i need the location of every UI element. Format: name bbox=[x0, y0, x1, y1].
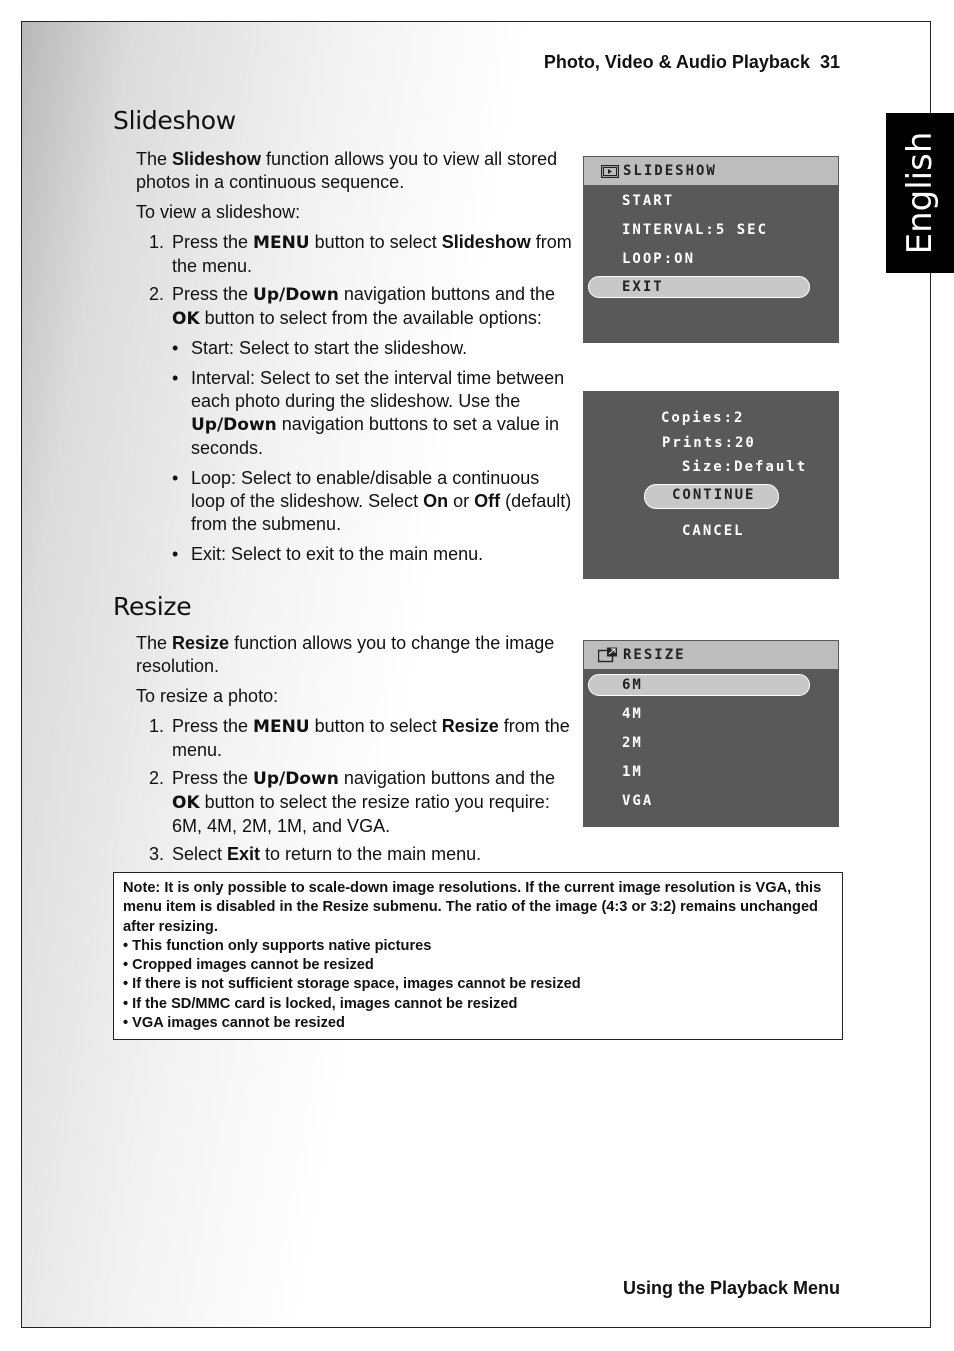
page-header bbox=[544, 52, 840, 73]
slideshow-screen bbox=[583, 156, 839, 343]
resize-intro: The Resize function allows you to change the image resolution. bbox=[136, 633, 555, 676]
resize-step-3: 3. Select Exit to return to the main menu. bbox=[149, 844, 482, 864]
resize-option-vga[interactable]: VGA bbox=[622, 793, 654, 809]
slideshow-options bbox=[100, 337, 576, 566]
slideshow-body bbox=[136, 148, 576, 573]
print-prints: Prints:20 bbox=[662, 435, 756, 451]
note-bullet-native: • This function only supports native pictures bbox=[123, 937, 432, 954]
resize-option-6m[interactable]: 6M bbox=[622, 677, 643, 693]
note-bullet-cropped: • Cropped images cannot be resized bbox=[123, 957, 374, 974]
resize-icon bbox=[598, 647, 618, 663]
resize-option-4m[interactable]: 4M bbox=[622, 706, 643, 722]
note-bullet-locked: • If the SD/MMC card is locked, images cannot be resized bbox=[123, 995, 518, 1012]
print-copies: Copies:2 bbox=[661, 410, 745, 426]
resize-screen bbox=[583, 640, 839, 827]
option-loop: • Loop: Select to enable/disable a continuous loop of the slideshow. Select On or Off (default) from the submenu. bbox=[136, 467, 576, 536]
slideshow-steps bbox=[136, 231, 576, 331]
note-bullet-vga: • VGA images cannot be resized bbox=[123, 1015, 345, 1032]
page-footer: Using the Playback Menu bbox=[622, 1278, 840, 1298]
slideshow-step-1: 1. Press the MENU button to select Slideshow from the menu. bbox=[149, 232, 572, 276]
note-bullet-storage: • If there is not sufficient storage space, images cannot be resized bbox=[123, 976, 581, 993]
resize-steps bbox=[136, 715, 576, 866]
menu-item-loop[interactable]: LOOP:ON bbox=[622, 251, 696, 267]
header-section: Photo, Video & Audio Playback bbox=[543, 52, 810, 72]
menu-item-interval[interactable]: INTERVAL:5 SEC bbox=[622, 222, 769, 238]
continue-button[interactable]: CONTINUE bbox=[672, 487, 756, 503]
resize-screen-title: RESIZE bbox=[623, 647, 686, 663]
menu-item-exit[interactable]: EXIT bbox=[622, 279, 664, 295]
resize-screen-titlebar bbox=[584, 641, 838, 669]
print-screen bbox=[583, 391, 839, 579]
slideshow-screen-titlebar bbox=[584, 157, 838, 185]
slideshow-heading: Slideshow bbox=[113, 106, 236, 135]
slideshow-lead: To view a slideshow: bbox=[136, 202, 301, 222]
resize-step-2: 2. Press the Up/Down navigation buttons and the OK button to select the resize ratio you require: 6M, 4M, 2M, 1M, and VGA. bbox=[149, 768, 555, 836]
resize-option-2m[interactable]: 2M bbox=[622, 735, 643, 751]
page-number: 31 bbox=[819, 52, 840, 72]
slideshow-icon bbox=[601, 165, 619, 178]
option-interval: • Interval: Select to set the interval time between each photo during the slideshow. Use the Up/Down navigation buttons to set a value in seconds. bbox=[136, 367, 576, 460]
note-main: Note: It is only possible to scale-down image resolutions. If the current image resolution is VGA, this menu item is disabled in the Resize submenu. The ratio of the image (4:3 or 3:2) remains unchanged after resizing. bbox=[123, 880, 822, 935]
slideshow-screen-title: SLIDESHOW bbox=[623, 163, 717, 179]
menu-item-start[interactable]: START bbox=[622, 193, 675, 209]
resize-heading: Resize bbox=[113, 592, 192, 621]
option-exit: • Exit: Select to exit to the main menu. bbox=[136, 543, 576, 566]
resize-body bbox=[136, 632, 576, 871]
language-tab bbox=[886, 113, 954, 273]
print-size: Size:Default bbox=[682, 459, 808, 475]
language-label: English bbox=[900, 131, 940, 255]
resize-option-1m[interactable]: 1M bbox=[622, 764, 643, 780]
resize-lead: To resize a photo: bbox=[136, 686, 279, 706]
cancel-button[interactable]: CANCEL bbox=[682, 523, 745, 539]
note-box bbox=[113, 872, 843, 1040]
slideshow-intro: The Slideshow function allows you to view all stored photos in a continuous sequence. bbox=[136, 149, 558, 192]
resize-step-1: 1. Press the MENU button to select Resize from the menu. bbox=[149, 716, 570, 760]
option-start: • Start: Select to start the slideshow. bbox=[136, 337, 576, 360]
slideshow-step-2: 2. Press the Up/Down navigation buttons and the OK button to select from the available options: bbox=[149, 284, 555, 329]
